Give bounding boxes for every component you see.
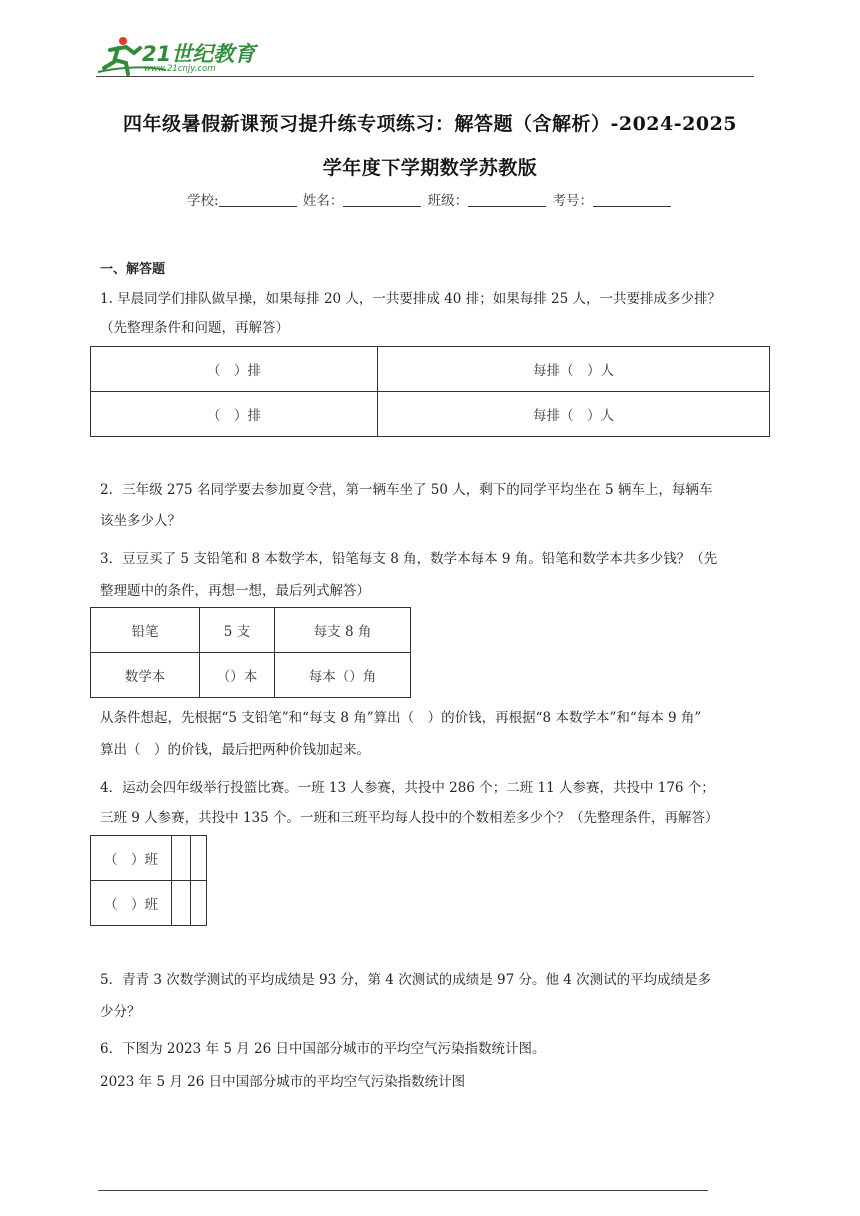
student-info-row (0, 189, 860, 209)
class-label: 班级： (427, 193, 469, 209)
table-row (91, 881, 207, 926)
question-6-line-1: 6．下图为 2023 年 5 月 26 日中国部分城市的平均空气污染指数统计图。 (100, 1041, 546, 1057)
school-label: 学校: (187, 193, 219, 209)
table-cell: 数学本 (91, 653, 200, 698)
table-row (91, 347, 770, 392)
question-3-line-2: 整理题中的条件，再想一想，最后列式解答） (100, 583, 370, 599)
question-3-table (90, 607, 411, 698)
section-title: 一、解答题 (100, 262, 166, 277)
logo-text: 21世纪教育 (142, 42, 256, 66)
name-blank[interactable] (343, 192, 421, 207)
logo-url: www.21cnjy.com (144, 64, 216, 74)
table-cell: （ ）班 (91, 836, 172, 881)
question-5-line-2: 少分？ (100, 1004, 141, 1020)
question-4-line-2: 三班 9 人参赛，共投中 135 个。一班和三班平均每人投中的个数相差多少个？（先整理条件，再解答） (100, 810, 719, 826)
question-4-table (90, 835, 207, 926)
table-cell: 每排（ ）人 (378, 392, 770, 437)
table-cell: （ ）排 (91, 392, 378, 437)
question-2-line-2: 该坐多少人？ (100, 513, 181, 529)
table-cell: 5 支 (200, 608, 275, 653)
question-2-line-1: 2．三年级 275 名同学要去参加夏令营，第一辆车坐了 50 人，剩下的同学平均坐在 5 辆车上，每辆车 (100, 482, 713, 498)
question-5-line-1: 5．青青 3 次数学测试的平均成绩是 93 分，第 4 次测试的成绩是 97 分。他 4 次测试的平均成绩是多 (100, 972, 712, 988)
name-label: 姓名： (302, 193, 344, 209)
question-1-table (90, 346, 770, 437)
class-blank[interactable] (468, 192, 546, 207)
site-logo (96, 34, 266, 78)
page-title-line-1: 四年级暑假新课预习提升练专项练习：解答题（含解析）-2024-2025 (122, 113, 738, 135)
table-cell (191, 881, 207, 926)
table-cell: （ ）排 (91, 347, 378, 392)
table-cell: 每本（）角 (275, 653, 411, 698)
exam-no-label: 考号： (552, 193, 593, 209)
table-row (91, 653, 411, 698)
table-cell: （ ）班 (91, 881, 172, 926)
question-4-line-1: 4．运动会四年级举行投篮比赛。一班 13 人参赛，共投中 286 个；二班 11 人参赛，共投中 176 个； (100, 780, 715, 796)
question-3-line-1: 3．豆豆买了 5 支铅笔和 8 本数学本，铅笔每支 8 角，数学本每本 9 角。铅笔和数学本共多少钱？（先 (100, 551, 718, 567)
school-blank[interactable] (219, 192, 297, 207)
table-cell: 每排（ ）人 (378, 347, 770, 392)
question-3-hint-2: 算出（ ）的价钱，最后把两种价钱加起来。 (100, 742, 370, 758)
header-divider (96, 76, 754, 77)
exam-no-blank[interactable] (593, 192, 671, 207)
table-cell: 铅笔 (91, 608, 200, 653)
question-6-chart-caption: 2023 年 5 月 26 日中国部分城市的平均空气污染指数统计图 (100, 1074, 466, 1090)
table-cell (191, 836, 207, 881)
table-row (91, 608, 411, 653)
question-1-note: （先整理条件和问题，再解答） (100, 320, 289, 336)
page-title-line-2: 学年度下学期数学苏教版 (322, 157, 538, 179)
table-row (91, 836, 207, 881)
question-3-hint-1: 从条件想起，先根据“5 支铅笔”和“每支 8 角”算出（ ）的价钱，再根据“8 本数学本”和“每本 9 角” (100, 710, 702, 726)
table-cell: 每支 8 角 (275, 608, 411, 653)
table-cell (172, 881, 191, 926)
table-row (91, 392, 770, 437)
footer-divider (98, 1190, 708, 1191)
table-cell (172, 836, 191, 881)
table-cell: （）本 (200, 653, 275, 698)
question-1-text: 1. 早晨同学们排队做早操，如果每排 20 人，一共要排成 40 排；如果每排 25 人，一共要排成多少排？ (100, 291, 721, 307)
